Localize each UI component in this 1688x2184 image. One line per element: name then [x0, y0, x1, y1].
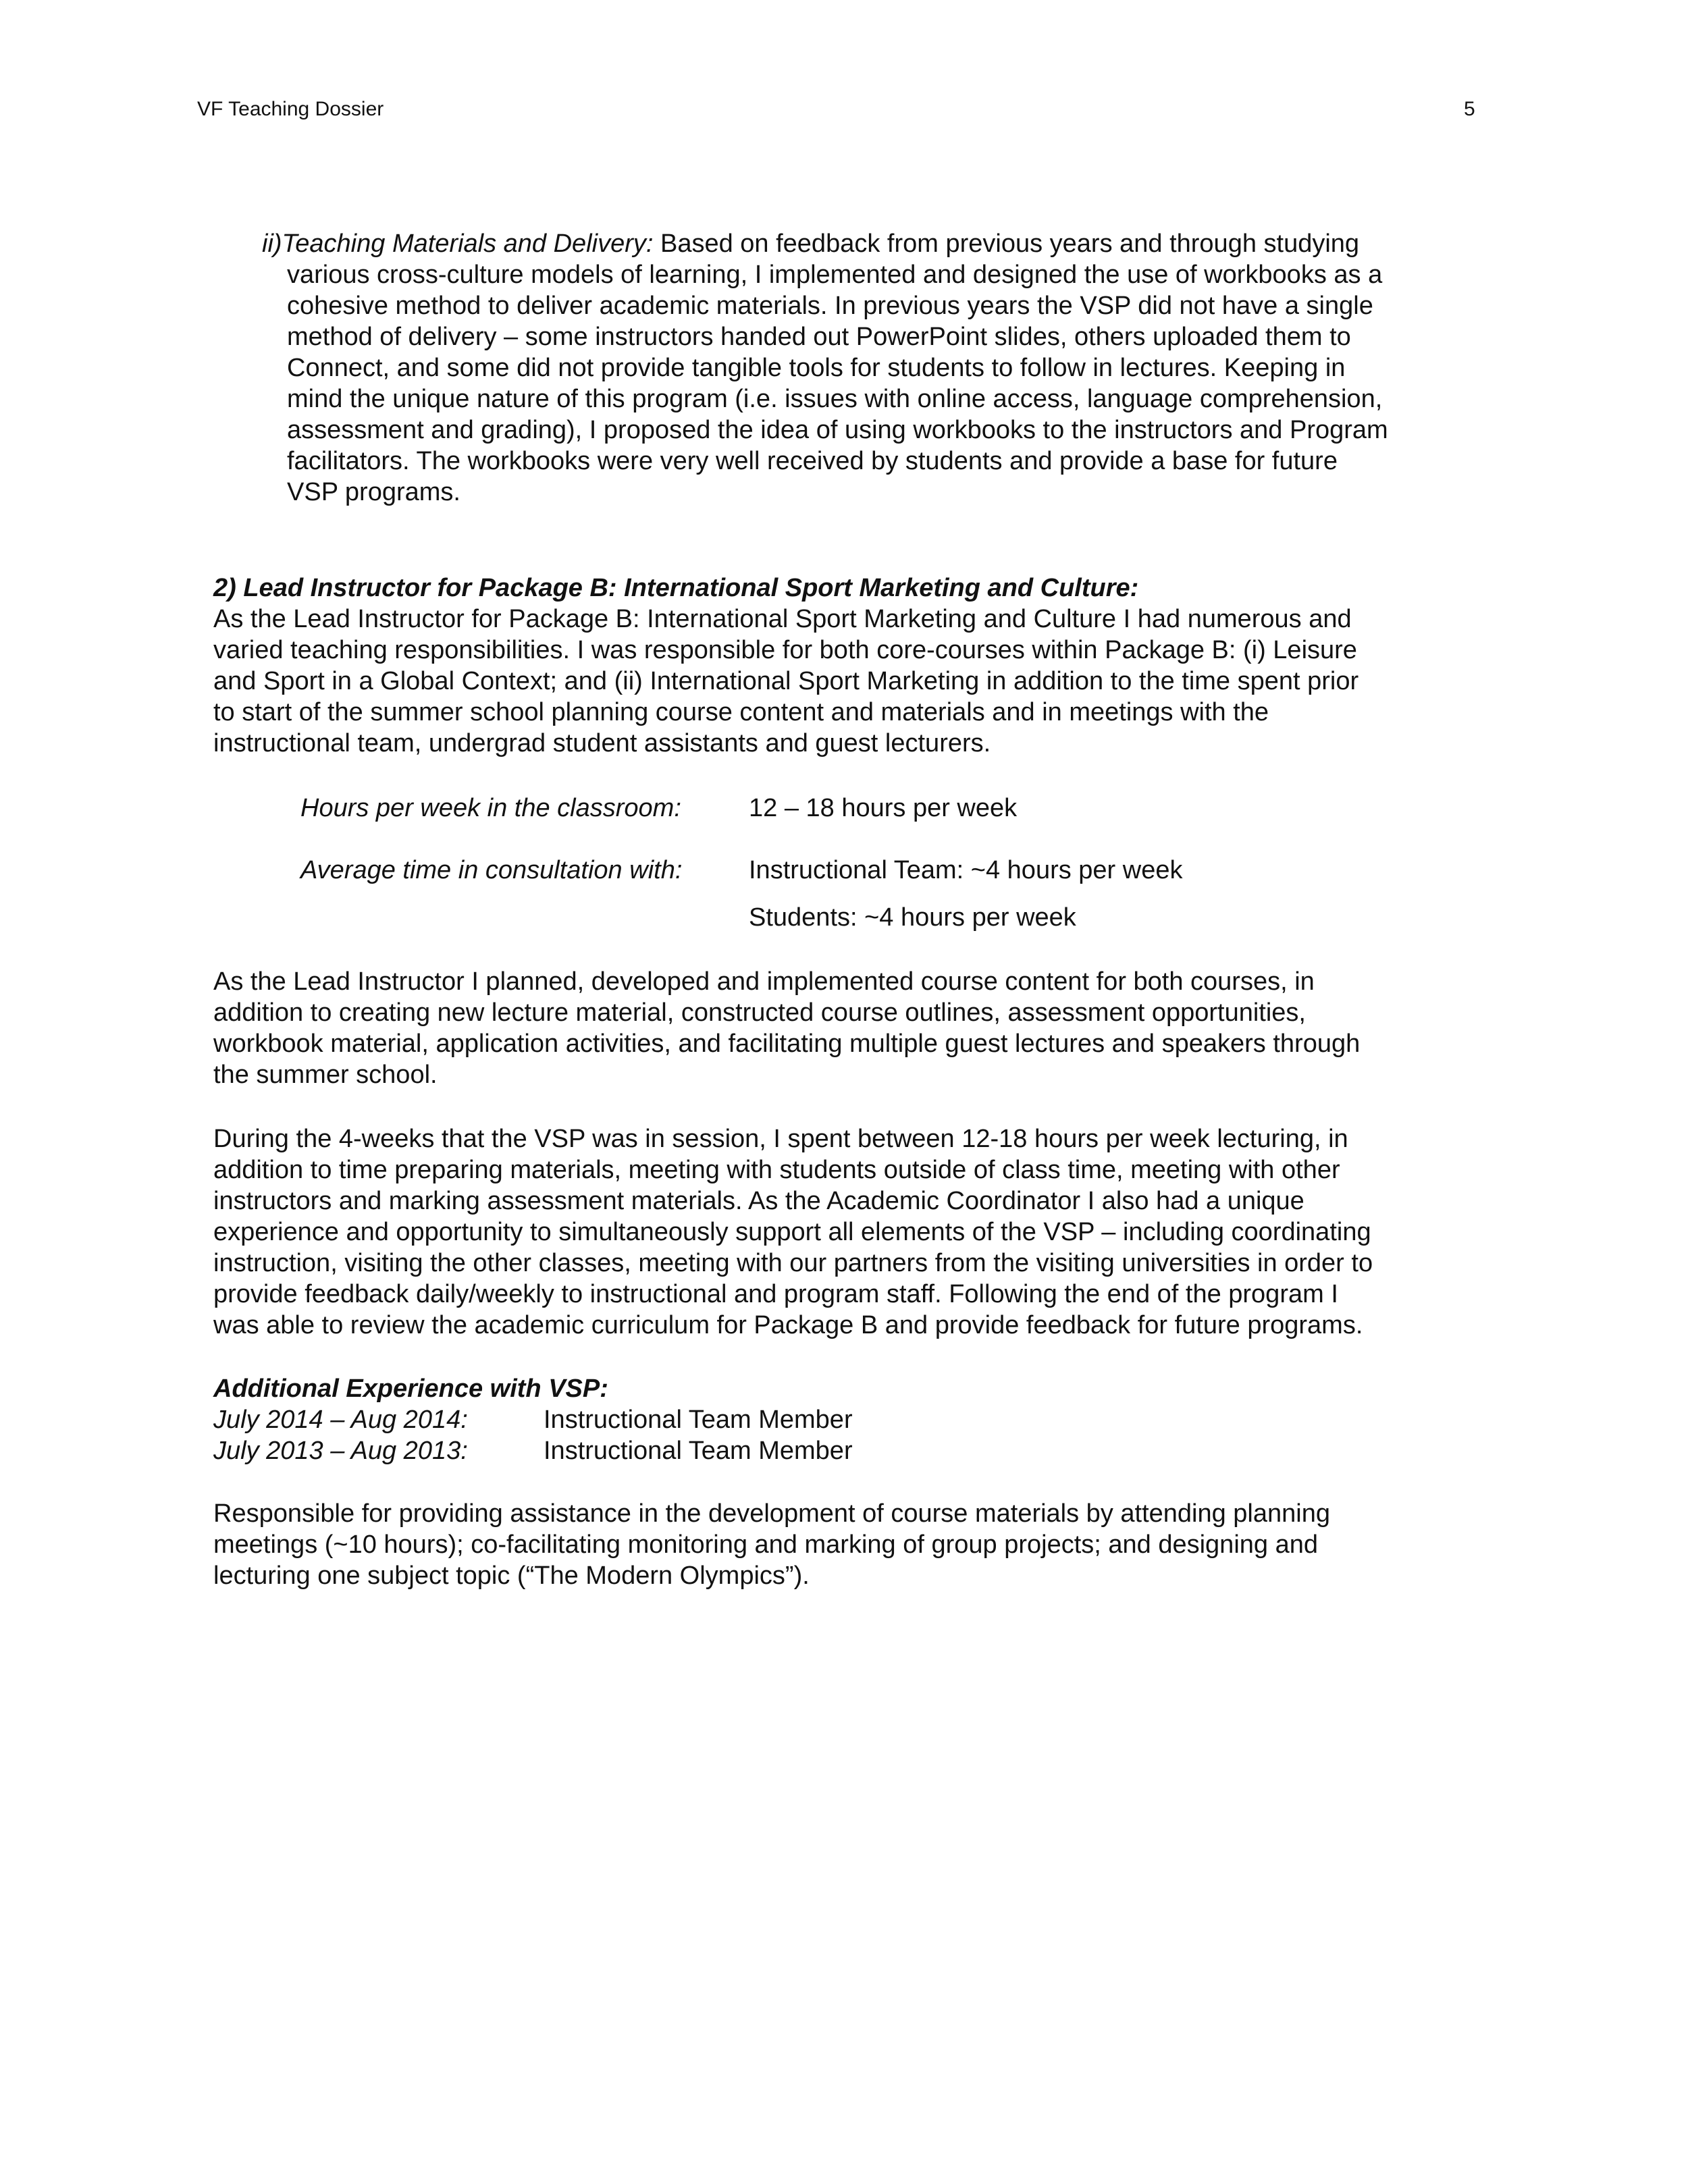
- text-line: workbook material, application activities, and facilitating multiple guest lectures and speakers through: [213, 1030, 1361, 1058]
- text-line: During the 4-weeks that the VSP was in session, I spent between 12-18 hours per week lecturing, in: [213, 1125, 1348, 1153]
- text-line: instruction, visiting the other classes, meeting with our partners from the visiting universities in order to: [213, 1249, 1373, 1277]
- additional-heading: Additional Experience with VSP:: [213, 1375, 608, 1403]
- text-line: assessment and grading), I proposed the idea of using workbooks to the instructors and Program: [287, 416, 1388, 444]
- consult-team-value: Instructional Team: ~4 hours per week: [749, 856, 1183, 884]
- text-line: addition to creating new lecture material, constructed course outlines, assessment opportunities,: [213, 998, 1306, 1027]
- text-line: facilitators. The workbooks were very well received by students and provide a base for future: [287, 447, 1338, 475]
- text-line: As the Lead Instructor I planned, developed and implemented course content for both courses, in: [213, 967, 1315, 996]
- text-line: to start of the summer school planning course content and materials and in meetings with the: [213, 698, 1269, 726]
- experience-row: [213, 1435, 853, 1466]
- paragraph-responsibilities: [213, 1498, 1330, 1591]
- intro-paragraph: [213, 604, 1359, 759]
- experience-row: [213, 1404, 853, 1435]
- text-line: addition to time preparing materials, meeting with students outside of class time, meeting with other: [213, 1156, 1340, 1184]
- experience-role: Instructional Team Member: [544, 1437, 853, 1465]
- text-line: method of delivery – some instructors handed out PowerPoint slides, others uploaded them to: [287, 323, 1351, 351]
- text-line: lecturing one subject topic (“The Modern Olympics”).: [213, 1562, 810, 1590]
- consult-label: Average time in consultation with:: [300, 856, 683, 884]
- text-line: the summer school.: [213, 1061, 438, 1089]
- page-number: 5: [1464, 98, 1475, 120]
- experience-date: July 2013 – Aug 2013:: [213, 1437, 468, 1465]
- paragraph-planning: [213, 966, 1360, 1090]
- text-line: experience and opportunity to simultaneously support all elements of the VSP – including coordinating: [213, 1218, 1371, 1246]
- text-line: VSP programs.: [287, 478, 460, 506]
- text-line: As the Lead Instructor for Package B: International Sport Marketing and Culture I had numerous and: [213, 605, 1352, 633]
- text-line: provide feedback daily/weekly to instructional and program staff. Following the end of the program I: [213, 1280, 1338, 1308]
- section-additional: [213, 1373, 853, 1466]
- section-teaching-materials: [262, 228, 1388, 508]
- consult-students-value: Students: ~4 hours per week: [749, 903, 1076, 932]
- section-first-line: [262, 228, 1388, 259]
- text-line: meetings (~10 hours); co-facilitating monitoring and marking of group projects; and designing and: [213, 1530, 1318, 1559]
- text-line: Responsible for providing assistance in the development of course materials by attending planning: [213, 1499, 1330, 1528]
- section-lead: Teaching Materials and Delivery:: [282, 230, 654, 258]
- section-lead-instructor: [213, 572, 1359, 759]
- text-line: various cross-culture models of learning, I implemented and designed the use of workbooks as a: [287, 261, 1383, 289]
- hours-value: 12 – 18 hours per week: [749, 794, 1018, 822]
- paragraph-session: [213, 1123, 1373, 1341]
- section-body: [262, 259, 1388, 508]
- text-line: and Sport in a Global Context; and (ii) International Sport Marketing in addition to the time spent prior: [213, 667, 1359, 695]
- hours-label: Hours per week in the classroom:: [300, 794, 681, 822]
- experience-date: July 2014 – Aug 2014:: [213, 1406, 468, 1434]
- section-heading: 2) Lead Instructor for Package B: International Sport Marketing and Culture:: [213, 574, 1139, 602]
- text-line: instructional team, undergrad student assistants and guest lecturers.: [213, 729, 991, 757]
- text-line: was able to review the academic curriculum for Package B and provide feedback for future programs.: [213, 1311, 1363, 1339]
- running-header-title: VF Teaching Dossier: [197, 98, 384, 120]
- section-first-text: Based on feedback from previous years and through studying: [653, 230, 1360, 258]
- text-line: instructors and marking assessment materials. As the Academic Coordinator I also had a unique: [213, 1187, 1304, 1215]
- text-line: Connect, and some did not provide tangible tools for students to follow in lectures. Keeping in: [287, 354, 1346, 382]
- experience-role: Instructional Team Member: [544, 1406, 853, 1434]
- list-marker: ii): [262, 230, 282, 258]
- text-line: cohesive method to deliver academic materials. In previous years the VSP did not have a single: [287, 292, 1373, 320]
- text-line: mind the unique nature of this program (i.e. issues with online access, language comprehension,: [287, 385, 1383, 413]
- text-line: varied teaching responsibilities. I was responsible for both core-courses within Package B: (i) Leisure: [213, 636, 1357, 664]
